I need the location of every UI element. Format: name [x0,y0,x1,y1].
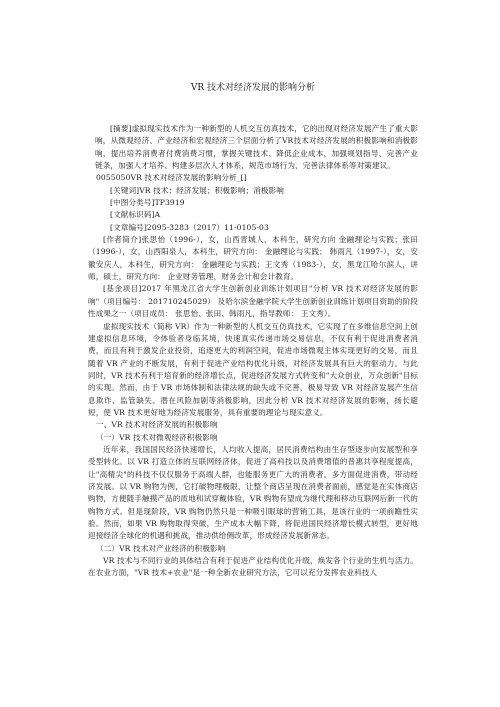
section-heading: 一、VR 技术对经济发展的积极影响 [96,420,218,430]
abstract-paragraph: [摘要]虚拟现实技术作为一种新型的人机交互仿真技术，它的出现对经济发展产生了重大影响，从微观经济、产业经济和宏观经济三个层面分析了VR技术对经济发展的积极影响和消极影响，提出培养消费者付费消费习惯，掌握关键技术、降低企业成本，加强规划指导、完善产业链条，加强人才培养、构建多层次人才体系，规范市场行为、完善法律体系等对策建议。 [95,124,418,171]
author-info-paragraph: [作者简介]张思怡（1996-），女，山西晋城人，本科生，研究方向 金融理论与实践；张田（1996-），女，山西阳泉人，本科生，研究方向： 金融理论与实践； 韩雨凡（1997-），女，安徽安庆人，本科生，研究方向： 金融理论与实践；王文秀（1983-），女，黑龙江哈尔滨人，讲师，硕士，研究方向： 企业财务管理，财务会计和会计教育。 [88,235,418,282]
document-code-line: [文献标识码]A [110,210,161,220]
article-number-line: [文章编号]2095-3283（2017）11-0105-03 [110,222,269,232]
subsection-heading: （一）VR 技术对微观经济积极影响 [96,432,218,442]
body-paragraph: VR 技术与不同行业的具体结合有利于促进产业结构优化升级，焕发各个行业的生机与活力。在农业方面，"VR 技术+农业"是一种全新农业研究方法，它可以充分发挥农业科技人 [88,556,418,578]
keywords-line: [关键词]VR 技术；经济发展；积极影响；消极影响 [110,185,284,195]
fund-paragraph: [基金项目]2017 年黑龙江省大学生创新创业训练计划项目"分析 VR 技术对经济发展的影响"（项目编号： 201710245029） 及哈尔滨金融学院大学生创新创业训练计划项目资助的阶段性成果之一（项目成员： 张思怡、张田、韩雨凡，指导教师： 王文秀）。 [88,284,418,319]
subsection-heading: （二）VR 技术对产业经济的积极影响 [96,543,226,553]
document-title: VR 技术对经济发展的影响分析 [190,83,316,93]
document-id-line: 0055050VR 技术对经济发展的影响分析_[] [96,173,247,183]
intro-paragraph: 虚拟现实技术（简称 VR）作为一种新型的人机交互仿真技术，它实现了在多维信息空间上创建虚拟信息环境，令体验者身临其境，快速真实传递市场交易信息，不仅有利于促进消费者消费，而且有利于激发企业投资，追逐更大的利润空间，促进市场微观主体实现更好的交易，而且随着 VR 产业的不断发展，有利于促进产业结构优化升级，对经济发展具有巨大的驱动力。与此同时，VR 技术有利于培育新的经济增长点，促进经济发展方式转变和"大众创业，万众创新"目标的实现。然而，由于 VR 市场体制和法律法规的缺失或不完善，极易导致 VR 对经济发展产生信息欺诈、监管缺失、潜在风险加剧等消极影响，因此分析 VR 技术对经济发展的影响，扬长避短，使 VR 技术更好地为经济发展服务，具有重要的理论与现实意义。 [88,321,418,417]
clc-line: [中图分类号]TP3919 [110,198,185,208]
body-paragraph: 近年来，我国国民经济快速增长，人均收入提高，居民消费结构由生存型逐步向发展型和享受型转化。以 VR 打造立体的互联网经济体，促进了高科技以及消费增值的普惠共享程度提高，让"高精尖"的科技不仅仅服务于高端人群，也能服务更广大的消费者，多方面促进消费，带动经济发展。以 VR 购物为例，它打破物理极限，让整个商店呈现在消费者面前，感觉是在实体商店购物，方便随手触摸产品的质地和试穿戴体验，VR 购物有望成为继代理和移动互联网后新一代的购物方式。但是现阶段，VR 购物仍然只是一种吸引眼球的营销工具，是该行业的一项前瞻性实验。然而，如果 VR 购物取得突破，生产成本大幅下降，将促进国民经济增长模式转型，更好地迎接经济全球化的机遇和挑战，推动供给侧改革，形成经济发展新常态。 [88,444,418,541]
